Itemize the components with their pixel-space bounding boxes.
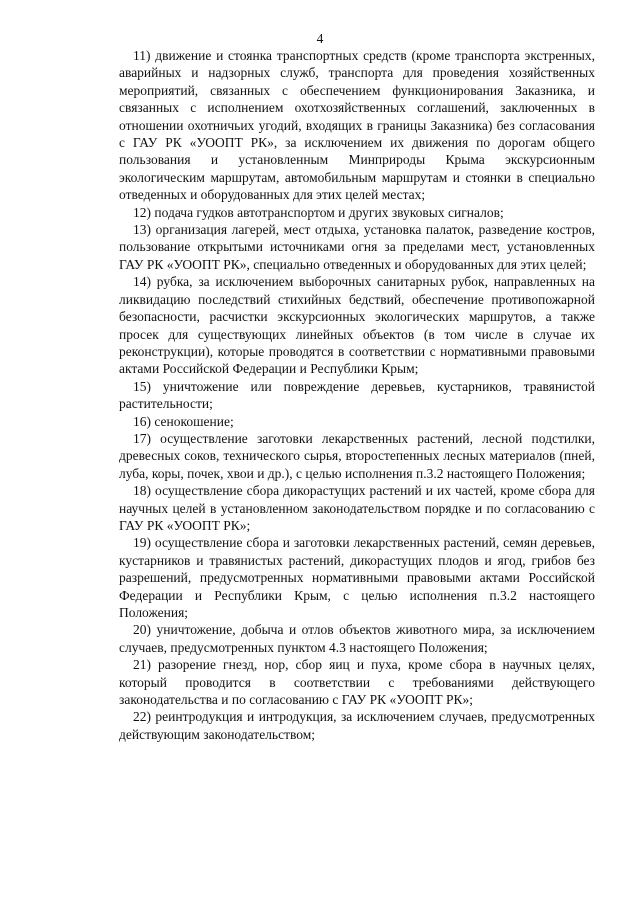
list-item: 16) сенокошение;	[133, 413, 234, 429]
list-item: 18) осуществление сбора дикорастущих растений и их частей, кроме сбора для научных целей в установленном законодательством порядке и по согласованию с ГАУ РК «УООПТ РК»;	[119, 483, 595, 533]
list-item: 13) организация лагерей, мест отдыха, установка палаток, разведение костров, пользование открытыми источниками огня за пределами мест, установленных ГАУ РК «УООПТ РК», специально отведенных и оборудованных для этих целей;	[119, 222, 595, 272]
list-item: 21) разорение гнезд, нор, сбор яиц и пуха, кроме сбора в научных целях, который проводится в соответствии с требованиями действующего законодательства и по согласованию с ГАУ РК «УООПТ РК»;	[119, 657, 595, 708]
document-body	[119, 47, 595, 743]
list-item: 12) подача гудков автотранспортом и других звуковых сигналов;	[133, 204, 504, 220]
list-item: 20) уничтожение, добыча и отлов объектов животного мира, за исключением случаев, предусмотренных пунктом 4.3 настоящего Положения;	[119, 622, 595, 655]
list-item: 11) движение и стоянка транспортных средств (кроме транспорта экстренных, аварийных и надзорных служб, транспорта для проведения хозяйственных мероприятий, связанных с обеспечением функционирования Заказника, и связанных с исполнением охотхозяйственных соглашений, заключенных в отношении охотничьих угодий, входящих в границы Заказника) без согласования с ГАУ РК «УООПТ РК», за исключением их движения по дорогам общего пользования и установленным Минприроды Крыма экскурсионным экологическим маршрутам, автомобильным маршрутам и стоянки в специально отведенных и оборудованных для этих целей местах;	[119, 48, 595, 203]
list-item: 22) реинтродукция и интродукция, за исключением случаев, предусмотренных действующим законодательством;	[119, 709, 595, 742]
list-item: 17) осуществление заготовки лекарственных растений, лесной подстилки, древесных соков, технического сырья, второстепенных лесных материалов (пней, луба, коры, почек, хвои и др.), с целью исполнения п.3.2 настоящего Положения;	[119, 430, 595, 481]
list-item: 19) осуществление сбора и заготовки лекарственных растений, семян деревьев, кустарников и травянистых растений, дикорастущих плодов и ягод, грибов без разрешений, предусмотренных нормативными правовыми актами Российской Федерации и Республики Крым, с целью исполнения п.3.2 настоящего Положения;	[119, 535, 595, 620]
list-item: 15) уничтожение или повреждение деревьев, кустарников, травянистой растительности;	[119, 378, 595, 412]
page-number: 4	[316, 31, 324, 46]
list-item: 14) рубка, за исключением выборочных санитарных рубок, направленных на ликвидацию последствий стихийных бедствий, обеспечение противопожарной безопасности, расчистки экскурсионных экологических маршрутов, а также просек для существующих линейных объектов (в том числе в случае их реконструкции), которые проводятся в соответствии с нормативными правовыми актами Российской Федерации и Республики Крым;	[119, 274, 595, 377]
